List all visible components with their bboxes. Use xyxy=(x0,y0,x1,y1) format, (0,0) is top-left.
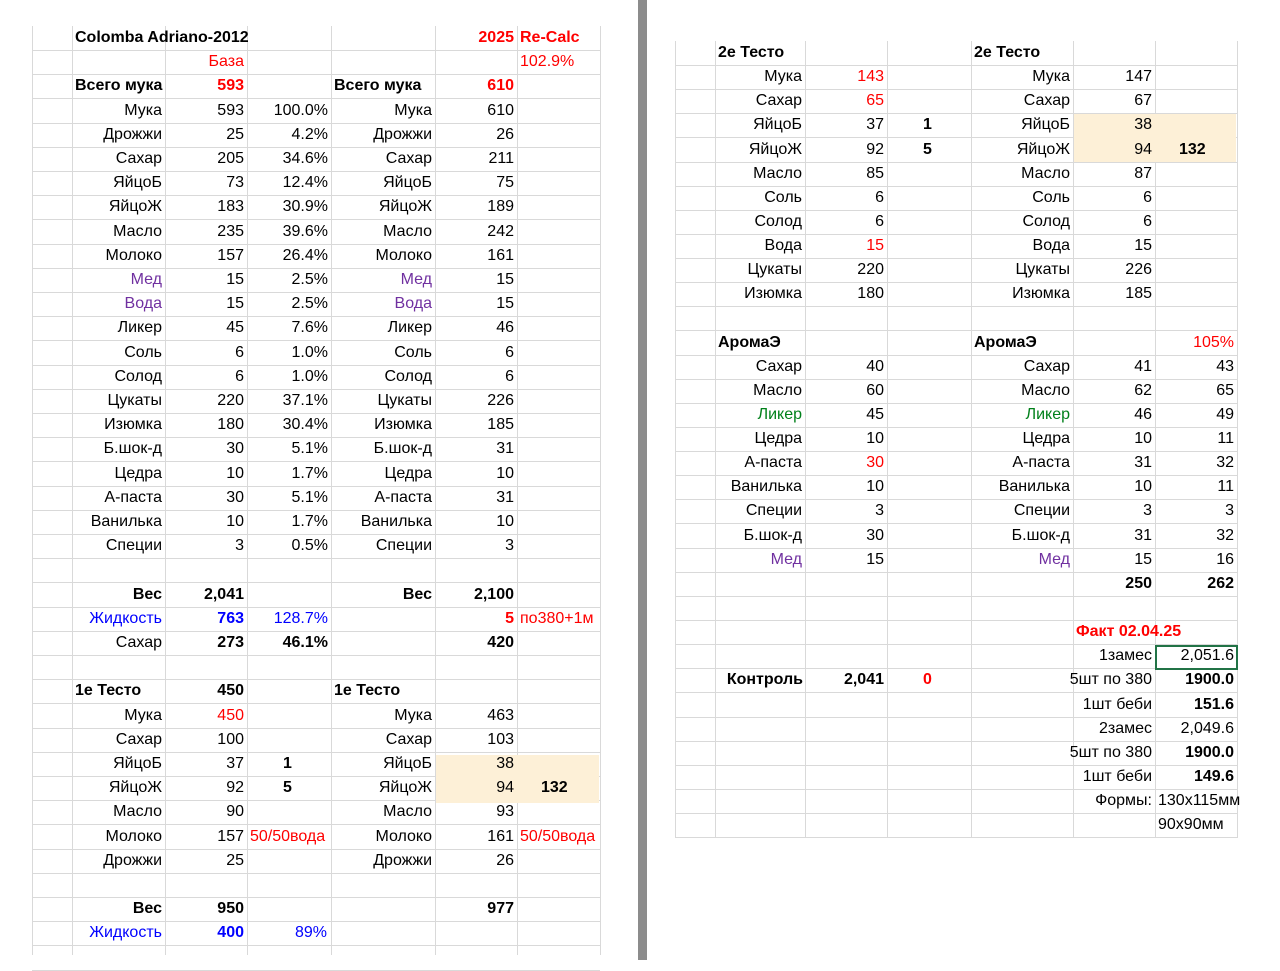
dough1-name: Мука xyxy=(124,707,162,724)
aroma-amount-b: 3 xyxy=(1143,502,1152,519)
dough1-egg-count: 1 xyxy=(283,755,292,772)
dough1-title-b: 1е Тесто xyxy=(334,682,401,699)
grid-line xyxy=(675,41,676,838)
fact-value: 130x115мм xyxy=(1158,792,1241,809)
dough2-name-b: Цукаты xyxy=(1015,261,1070,278)
dough1-egg-count: 5 xyxy=(283,779,292,796)
aroma-amount-a: 40 xyxy=(866,358,884,375)
dough1-amount-b: 26 xyxy=(496,852,514,869)
ingredient-percent: 5.1% xyxy=(291,489,328,506)
aroma-amount-a: 30 xyxy=(866,527,884,544)
ingredient-percent: 2.5% xyxy=(291,271,328,288)
weight-label-b: Вес xyxy=(402,586,432,603)
dough2-amount-a: 143 xyxy=(857,68,884,85)
aroma-amount-c: 3 xyxy=(1225,502,1234,519)
dough2-amount-a: 6 xyxy=(875,213,884,230)
dough1-liquid-a: 400 xyxy=(217,924,244,941)
aroma-amount-b: 31 xyxy=(1134,454,1152,471)
ingredient-percent: 39.6% xyxy=(282,223,328,240)
aroma-name: Сахар xyxy=(755,358,802,375)
dough1-name: Молоко xyxy=(105,828,162,845)
ingredient-amount-b: 610 xyxy=(487,102,514,119)
ingredient-percent: 0.5% xyxy=(291,537,328,554)
ingredient-amount-b: 15 xyxy=(496,295,514,312)
year-label: 2025 xyxy=(478,29,514,46)
dough2-amount-b: 15 xyxy=(1134,237,1152,254)
ingredient-name: ЯйцоЖ xyxy=(108,198,162,215)
ingredient-name-b: Мед xyxy=(400,271,432,288)
aroma-name-b: Б.шок-д xyxy=(1011,527,1070,544)
grid-line xyxy=(32,26,33,955)
ingredient-name: Цедра xyxy=(114,465,162,482)
ingredient-amount-a: 205 xyxy=(217,150,244,167)
ingredient-amount-a: 593 xyxy=(217,102,244,119)
ingredient-amount-b: 10 xyxy=(496,465,514,482)
dough1-amount-b: 38 xyxy=(496,755,514,772)
aroma-name-b: А-паста xyxy=(1012,454,1070,471)
fact-value: 2,049.6 xyxy=(1180,720,1234,737)
ingredient-percent: 1.7% xyxy=(291,513,328,530)
ingredient-percent: 30.4% xyxy=(282,416,328,433)
dough2-name: Изюмка xyxy=(744,285,802,302)
dough2-name-b: Солод xyxy=(1022,213,1070,230)
aroma-name-b: Ликер xyxy=(1025,406,1070,423)
dough1-note-b: 50/50вода xyxy=(520,828,596,845)
aroma-amount-c: 65 xyxy=(1216,382,1234,399)
aroma-amount-a: 10 xyxy=(866,430,884,447)
dough1-amount-a: 450 xyxy=(217,707,244,724)
ingredient-amount-b: 75 xyxy=(496,174,514,191)
ingredient-name-b: Ванилька xyxy=(360,513,432,530)
aroma-amount-b: 10 xyxy=(1134,478,1152,495)
sugar-pct: 46.1% xyxy=(282,634,328,651)
sugar-a: 273 xyxy=(217,634,244,651)
ingredient-name: ЯйцоБ xyxy=(113,174,162,191)
ingredient-amount-b: 6 xyxy=(505,344,514,361)
dough2-amount-b: 6 xyxy=(1143,213,1152,230)
dough1-name: Дрожжи xyxy=(103,852,162,869)
ingredient-name: Солод xyxy=(114,368,162,385)
ingredient-name-b: Изюмка xyxy=(374,416,432,433)
dough2-name: Мука xyxy=(764,68,802,85)
ingredient-amount-b: 31 xyxy=(496,489,514,506)
ingredient-name-b: Цукаты xyxy=(377,392,432,409)
grid-line xyxy=(32,655,600,656)
dough2-amount-b: 94 xyxy=(1134,141,1152,158)
sugar-b: 420 xyxy=(487,634,514,651)
ingredient-name-b: Солод xyxy=(384,368,432,385)
ingredient-amount-a: 10 xyxy=(226,513,244,530)
aroma-amount-c: 43 xyxy=(1216,358,1234,375)
ingredient-amount-a: 15 xyxy=(226,295,244,312)
aroma-amount-b: 62 xyxy=(1134,382,1152,399)
dough2-amount-a: 85 xyxy=(866,165,884,182)
ingredient-percent: 1.0% xyxy=(291,368,328,385)
ingredient-amount-b: 242 xyxy=(487,223,514,240)
ingredient-name: Цукаты xyxy=(107,392,162,409)
ingredient-amount-a: 180 xyxy=(217,416,244,433)
liquid-pct: 128.7% xyxy=(273,610,328,627)
dough2-name: Солод xyxy=(754,213,802,230)
aroma-amount-c: 11 xyxy=(1217,478,1234,495)
ingredient-amount-a: 30 xyxy=(226,440,244,457)
dough1-amount-b: 161 xyxy=(487,828,514,845)
ingredient-name-b: Ликер xyxy=(387,319,432,336)
ingredient-name-b: Б.шок-д xyxy=(373,440,432,457)
aroma-amount-b: 10 xyxy=(1134,430,1152,447)
ingredient-amount-b: 3 xyxy=(505,537,514,554)
ingredient-amount-a: 157 xyxy=(217,247,244,264)
fact-value: 149.6 xyxy=(1193,768,1234,785)
ingredient-amount-b: 211 xyxy=(488,150,514,167)
weight-a: 2,041 xyxy=(203,586,244,603)
ingredient-amount-a: 220 xyxy=(217,392,244,409)
total-flour-label-b: Всего мука xyxy=(334,77,422,94)
ingredient-name-b: Соль xyxy=(394,344,432,361)
aroma-pct: 105% xyxy=(1193,334,1234,351)
ingredient-amount-a: 6 xyxy=(235,344,244,361)
fact-label: 1шт беби xyxy=(1082,696,1152,713)
ingredient-name-b: Специи xyxy=(375,537,432,554)
grid-line xyxy=(32,558,600,559)
aroma-amount-b: 41 xyxy=(1134,358,1152,375)
dough1-title: 1е Тесто xyxy=(75,682,142,699)
dough2-amount-b: 226 xyxy=(1125,261,1152,278)
dough2-amount-a: 220 xyxy=(857,261,884,278)
dough1-weight-b: 977 xyxy=(487,900,514,917)
base-label: База xyxy=(208,53,244,70)
dough2-amount-a: 37 xyxy=(866,116,884,133)
ingredient-percent: 26.4% xyxy=(282,247,328,264)
dough1-weight-label: Вес xyxy=(132,900,162,917)
dough2-name-b: Мука xyxy=(1032,68,1070,85)
ingredient-amount-a: 30 xyxy=(226,489,244,506)
liquid-label: Жидкость xyxy=(89,610,162,627)
dough2-amount-b: 185 xyxy=(1125,285,1152,302)
dough2-amount-b: 6 xyxy=(1143,189,1152,206)
fact-label: Формы: xyxy=(1095,792,1152,809)
ingredient-amount-b: 46 xyxy=(496,319,514,336)
aroma-name-b: Сахар xyxy=(1023,358,1070,375)
control-value: 2,041 xyxy=(843,671,884,688)
dough2-amount-b: 67 xyxy=(1134,92,1152,109)
ingredient-amount-a: 73 xyxy=(226,174,244,191)
aroma-total-c: 262 xyxy=(1207,575,1234,592)
dough2-amount-a: 6 xyxy=(875,189,884,206)
sheet-title: Colomba Adriano-2012 xyxy=(75,29,249,46)
dough2-name: Вода xyxy=(764,237,802,254)
total-flour-a: 593 xyxy=(217,77,244,94)
ingredient-name-b: ЯйцоБ xyxy=(383,174,432,191)
dough2-name-b: Масло xyxy=(1021,165,1070,182)
aroma-amount-a: 3 xyxy=(875,502,884,519)
dough1-name-b: Масло xyxy=(383,803,432,820)
dough1-amount-a: 90 xyxy=(226,803,244,820)
ingredient-percent: 2.5% xyxy=(291,295,328,312)
dough1-amount-b: 103 xyxy=(487,731,514,748)
dough1-liquid-pct: 89% xyxy=(295,924,328,941)
ingredient-name: Дрожжи xyxy=(103,126,162,143)
aroma-name-b: Мед xyxy=(1038,551,1070,568)
aroma-name: А-паста xyxy=(744,454,802,471)
dough1-total: 450 xyxy=(217,682,244,699)
base-pct: 102.9% xyxy=(520,53,575,70)
ingredient-amount-b: 161 xyxy=(487,247,514,264)
aroma-name: Б.шок-д xyxy=(743,527,802,544)
grid-line xyxy=(1237,41,1238,838)
dough2-name-b: Сахар xyxy=(1023,92,1070,109)
dough2-amount-b: 147 xyxy=(1125,68,1152,85)
dough2-title: 2е Тесто xyxy=(718,44,785,61)
dough1-amount-a: 37 xyxy=(226,755,244,772)
dough2-name: Соль xyxy=(764,189,802,206)
fact-value: 1900.0 xyxy=(1185,744,1234,761)
dough1-name-b: ЯйцоБ xyxy=(383,755,432,772)
ingredient-amount-b: 6 xyxy=(505,368,514,385)
ingredient-amount-a: 10 xyxy=(226,465,244,482)
dough1-egg-total: 132 xyxy=(541,779,568,796)
ingredient-amount-a: 45 xyxy=(226,319,244,336)
dough1-amount-b: 93 xyxy=(496,803,514,820)
fact-label: 5шт по 380 xyxy=(1069,744,1152,761)
ingredient-percent: 7.6% xyxy=(291,319,328,336)
ingredient-percent: 5.1% xyxy=(291,440,328,457)
fact-value: 151.6 xyxy=(1193,696,1234,713)
dough1-name: ЯйцоБ xyxy=(113,755,162,772)
ingredient-amount-b: 189 xyxy=(487,198,514,215)
dough1-amount-a: 25 xyxy=(226,852,244,869)
ingredient-amount-b: 26 xyxy=(496,126,514,143)
dough1-name: Масло xyxy=(113,803,162,820)
fact-label: 2замес xyxy=(1098,720,1152,737)
dough1-amount-a: 100 xyxy=(217,731,244,748)
fact-label: 1замес xyxy=(1098,647,1152,664)
ingredient-amount-a: 183 xyxy=(217,198,244,215)
ingredient-name-b: Сахар xyxy=(385,150,432,167)
aroma-name: Ликер xyxy=(757,406,802,423)
weight-label: Вес xyxy=(132,586,162,603)
fact-title: Факт 02.04.25 xyxy=(1076,623,1182,640)
fact-value[interactable]: 2,051.6 xyxy=(1180,647,1234,664)
ingredient-name: А-паста xyxy=(104,489,162,506)
dough1-amount-b: 463 xyxy=(487,707,514,724)
dough2-name: ЯйцоБ xyxy=(753,116,802,133)
ingredient-name-b: ЯйцоЖ xyxy=(378,198,432,215)
ingredient-name-b: А-паста xyxy=(374,489,432,506)
dough2-name-b: ЯйцоЖ xyxy=(1016,141,1070,158)
grid-line xyxy=(32,945,600,946)
aroma-amount-a: 30 xyxy=(866,454,884,471)
aroma-name-b: Масло xyxy=(1021,382,1070,399)
aroma-total-b: 250 xyxy=(1125,575,1152,592)
aroma-name-b: Ванилька xyxy=(998,478,1070,495)
ingredient-name: Ванилька xyxy=(90,513,162,530)
dough2-amount-b: 38 xyxy=(1134,116,1152,133)
grid-line xyxy=(32,873,600,874)
ingredient-amount-b: 31 xyxy=(496,440,514,457)
ingredient-name: Мед xyxy=(130,271,162,288)
aroma-amount-c: 32 xyxy=(1216,527,1234,544)
dough2-name-b: Соль xyxy=(1032,189,1070,206)
aroma-title-b: АромаЭ xyxy=(974,334,1037,351)
fact-label: 5шт по 380 xyxy=(1069,671,1152,688)
dough2-name: Масло xyxy=(753,165,802,182)
aroma-amount-a: 10 xyxy=(866,478,884,495)
ingredient-percent: 30.9% xyxy=(282,198,328,215)
aroma-name: Масло xyxy=(753,382,802,399)
dough2-name: Сахар xyxy=(755,92,802,109)
ingredient-amount-b: 226 xyxy=(487,392,514,409)
ingredient-name: Молоко xyxy=(105,247,162,264)
ingredient-name: Изюмка xyxy=(104,416,162,433)
grid-line xyxy=(517,26,518,955)
ingredient-amount-b: 10 xyxy=(496,513,514,530)
dough1-amount-a: 92 xyxy=(226,779,244,796)
aroma-amount-a: 45 xyxy=(866,406,884,423)
ingredient-amount-a: 15 xyxy=(226,271,244,288)
ingredient-amount-a: 25 xyxy=(226,126,244,143)
grid-line xyxy=(675,596,1238,597)
dough1-name-b: Мука xyxy=(394,707,432,724)
aroma-name-b: Специи xyxy=(1013,502,1070,519)
dough2-name: ЯйцоЖ xyxy=(748,141,802,158)
dough1-liquid-label: Жидкость xyxy=(89,924,162,941)
ingredient-name: Мука xyxy=(124,102,162,119)
dough2-amount-a: 92 xyxy=(866,141,884,158)
pane-divider xyxy=(638,0,647,960)
dough1-note: 50/50вода xyxy=(250,828,326,845)
dough2-egg-count: 1 xyxy=(923,116,932,133)
aroma-amount-c: 49 xyxy=(1216,406,1234,423)
dough1-name-b: Молоко xyxy=(375,828,432,845)
dough2-amount-a: 15 xyxy=(866,237,884,254)
dough1-weight-a: 950 xyxy=(217,900,244,917)
ingredient-percent: 34.6% xyxy=(282,150,328,167)
dough1-name: Сахар xyxy=(115,731,162,748)
aroma-amount-c: 32 xyxy=(1216,454,1234,471)
aroma-amount-b: 31 xyxy=(1134,527,1152,544)
ingredient-name: Вода xyxy=(124,295,162,312)
aroma-title: АромаЭ xyxy=(718,334,781,351)
fact-value: 90x90мм xyxy=(1158,816,1224,833)
total-flour-b: 610 xyxy=(487,77,514,94)
ingredient-name: Соль xyxy=(124,344,162,361)
ingredient-name-b: Молоко xyxy=(375,247,432,264)
fact-value: 1900.0 xyxy=(1185,671,1234,688)
aroma-name: Ванилька xyxy=(730,478,802,495)
liquid-note: по380+1м xyxy=(520,610,594,627)
ingredient-name-b: Мука xyxy=(394,102,432,119)
ingredient-percent: 1.7% xyxy=(291,465,328,482)
aroma-amount-a: 60 xyxy=(866,382,884,399)
grid-line xyxy=(32,50,600,51)
dough1-name-b: Сахар xyxy=(385,731,432,748)
ingredient-amount-b: 185 xyxy=(487,416,514,433)
ingredient-name-b: Цедра xyxy=(384,465,432,482)
liquid-a: 763 xyxy=(217,610,244,627)
recalc-label: Re-Calc xyxy=(520,29,580,46)
liquid-b: 5 xyxy=(505,610,514,627)
grid-line xyxy=(675,837,1238,838)
dough2-amount-a: 65 xyxy=(866,92,884,109)
grid-line xyxy=(600,26,601,955)
aroma-name: Мед xyxy=(770,551,802,568)
aroma-amount-c: 11 xyxy=(1217,430,1234,447)
dough1-name-b: ЯйцоЖ xyxy=(378,779,432,796)
ingredient-amount-b: 15 xyxy=(496,271,514,288)
dough1-name-b: Дрожжи xyxy=(373,852,432,869)
ingredient-percent: 100.0% xyxy=(273,102,328,119)
sugar-label: Сахар xyxy=(115,634,162,651)
fact-label: 1шт беби xyxy=(1082,768,1152,785)
grid-line xyxy=(675,813,1238,814)
grid-line xyxy=(675,306,1238,307)
ingredient-amount-a: 235 xyxy=(217,223,244,240)
weight-b: 2,100 xyxy=(473,586,514,603)
dough1-amount-b: 94 xyxy=(496,779,514,796)
aroma-amount-b: 46 xyxy=(1134,406,1152,423)
ingredient-percent: 1.0% xyxy=(291,344,328,361)
total-flour-label: Всего мука xyxy=(75,77,163,94)
aroma-name-b: Цедра xyxy=(1022,430,1070,447)
ingredient-amount-a: 6 xyxy=(235,368,244,385)
dough2-amount-a: 180 xyxy=(857,285,884,302)
ingredient-name: Сахар xyxy=(115,150,162,167)
dough2-name-b: Вода xyxy=(1032,237,1070,254)
ingredient-percent: 37.1% xyxy=(282,392,328,409)
ingredient-percent: 12.4% xyxy=(282,174,328,191)
dough2-egg-count: 5 xyxy=(923,141,932,158)
aroma-amount-a: 15 xyxy=(866,551,884,568)
dough2-title-b: 2е Тесто xyxy=(974,44,1041,61)
ingredient-amount-a: 3 xyxy=(235,537,244,554)
dough1-name: ЯйцоЖ xyxy=(108,779,162,796)
ingredient-percent: 4.2% xyxy=(291,126,328,143)
dough1-amount-a: 157 xyxy=(217,828,244,845)
dough2-name-b: ЯйцоБ xyxy=(1021,116,1070,133)
dough2-name: Цукаты xyxy=(747,261,802,278)
dough2-amount-b: 87 xyxy=(1134,165,1152,182)
control-label: Контроль xyxy=(726,671,803,688)
aroma-amount-b: 15 xyxy=(1134,551,1152,568)
aroma-name: Специи xyxy=(745,502,802,519)
ingredient-name: Ликер xyxy=(117,319,162,336)
aroma-name: Цедра xyxy=(754,430,802,447)
ingredient-name: Специи xyxy=(105,537,162,554)
ingredient-name: Масло xyxy=(113,223,162,240)
ingredient-name-b: Вода xyxy=(394,295,432,312)
dough2-egg-total: 132 xyxy=(1179,141,1206,158)
ingredient-name: Б.шок-д xyxy=(103,440,162,457)
ingredient-name-b: Дрожжи xyxy=(373,126,432,143)
dough2-name-b: Изюмка xyxy=(1012,285,1070,302)
aroma-amount-c: 16 xyxy=(1216,551,1234,568)
control-diff: 0 xyxy=(923,671,932,688)
ingredient-name-b: Масло xyxy=(383,223,432,240)
